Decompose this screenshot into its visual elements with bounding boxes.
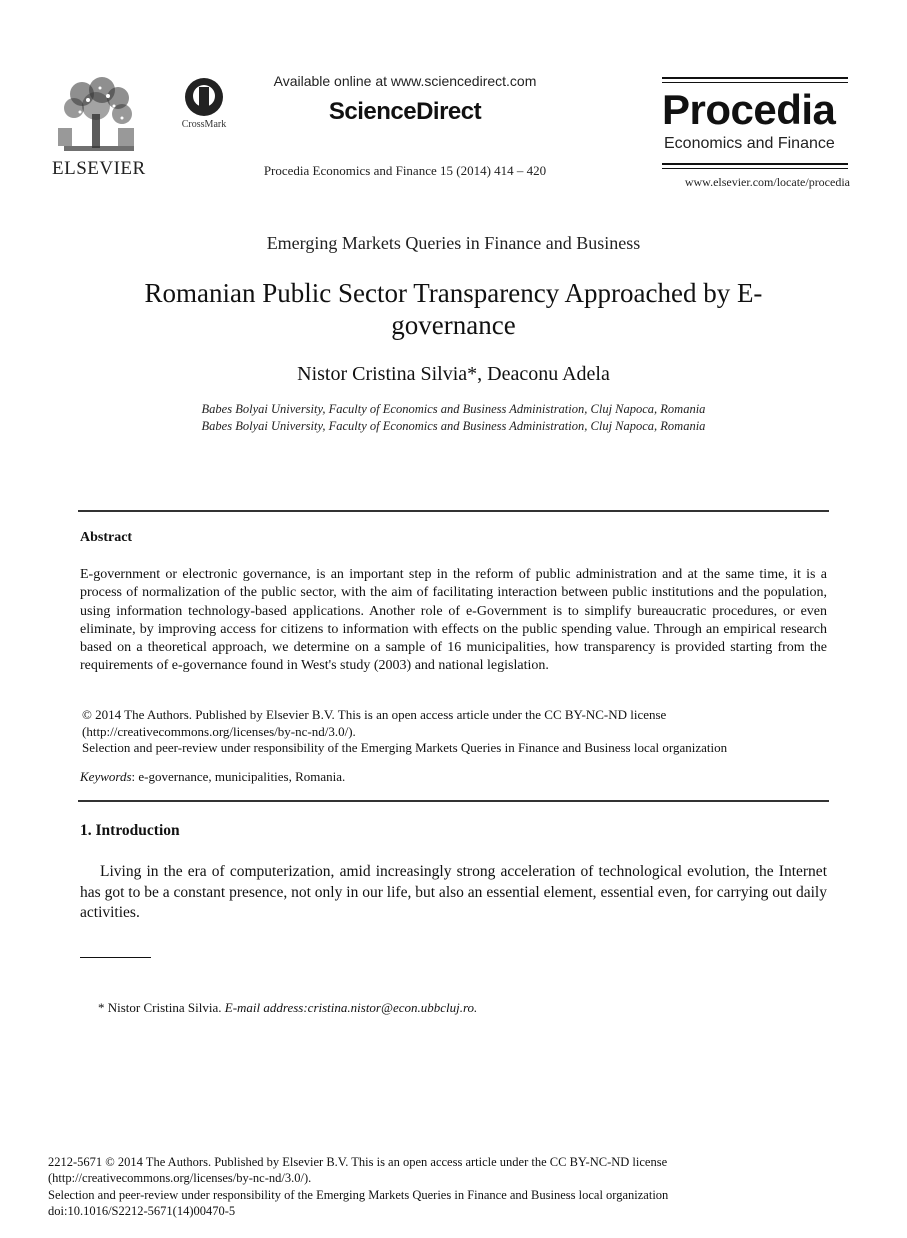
footer-peer-review-line: Selection and peer-review under responsibility of the Emerging Markets Queries in Finance and Business local organization	[48, 1187, 669, 1202]
footer-doi[interactable]: doi:10.1016/S2212-5671(14)00470-5	[48, 1203, 236, 1218]
procedia-journal-title: Procedia	[662, 86, 836, 133]
footer-issn-line: 2212-5671 © 2014 The Authors. Published by Elsevier B.V. This is an open access article under the CC BY-NC-ND license	[48, 1155, 668, 1169]
conference-name: Emerging Markets Queries in Finance and Business	[266, 233, 641, 253]
affiliation: Babes Bolyai University, Faculty of Economics and Business Administration, Cluj Napoca, Romania	[201, 419, 706, 433]
page-footer	[48, 1154, 848, 1219]
section-divider	[78, 510, 829, 512]
procedia-rule	[662, 77, 848, 79]
paper-title: Romanian Public Sector Transparency Approached by E-governance	[144, 278, 763, 340]
introduction-heading: 1. Introduction	[80, 822, 180, 839]
license-link[interactable]: (http://creativecommons.org/licenses/by-nc-nd/3.0/).	[82, 723, 356, 739]
affiliation: Babes Bolyai University, Faculty of Economics and Business Administration, Cluj Napoca, Romania	[201, 402, 706, 416]
procedia-journal-subtitle: Economics and Finance	[664, 135, 835, 152]
section-divider	[78, 800, 829, 802]
footnote-divider	[80, 957, 151, 958]
introduction-body: Living in the era of computerization, amid increasingly strong acceleration of technological evolution, the Internet has got to be a constant presence, not only in our life, but also an essential element, essential even, for carrying out daily activities.	[80, 863, 827, 921]
footnote-author: * Nistor Cristina Silvia.	[98, 1000, 225, 1015]
procedia-rule	[662, 82, 848, 83]
available-online-text: Available online at www.sciencedirect.com	[273, 73, 537, 89]
elsevier-wordmark: ELSEVIER	[52, 158, 146, 179]
procedia-url-link[interactable]: www.elsevier.com/locate/procedia	[684, 175, 850, 189]
copyright-notice	[82, 707, 827, 757]
crossmark-label: CrossMark	[181, 119, 227, 130]
keywords-label: Keywords	[80, 769, 132, 784]
footer-license-link[interactable]: (http://creativecommons.org/licenses/by-nc-nd/3.0/).	[48, 1171, 312, 1186]
procedia-rule	[662, 163, 848, 165]
procedia-rule	[662, 168, 848, 169]
elsevier-tree-logo	[52, 76, 144, 158]
abstract-heading: Abstract	[80, 530, 133, 545]
footnote-email[interactable]: E-mail address:cristina.nistor@econ.ubbcluj.ro.	[224, 1000, 478, 1015]
keywords-line	[80, 769, 345, 785]
peer-review-line: Selection and peer-review under responsibility of the Emerging Markets Queries in Finance and Business local organization	[82, 740, 728, 755]
crossmark-icon[interactable]	[180, 76, 228, 118]
sciencedirect-brand: ScienceDirect	[328, 98, 482, 125]
keywords-values: e-governance, municipalities, Romania.	[138, 769, 346, 784]
corresponding-author-footnote	[98, 1000, 477, 1016]
author-list: Nistor Cristina Silvia*, Deaconu Adela	[297, 363, 610, 385]
abstract-body: E-government or electronic governance, is an important step in the reform of public administration and at the same time, it is a process of normalization of the public sector, with the aim of facilitating interaction between public institutions and the population, using information technology-based applications. Another role of e-Government is to simplify bureaucratic procedures, or even eliminate, by improving access for citizens to information with effects on the public spending value. Through an empirical research based on a theoretical approach, we determine on a sample of 16 municipalities, how transparency is provided starting from the requirements of e-governance found in West's study (2003) and national legislation.	[80, 567, 827, 674]
journal-reference: Procedia Economics and Finance 15 (2014) 414 – 420	[263, 163, 547, 178]
copyright-line: © 2014 The Authors. Published by Elsevier B.V. This is an open access article under the CC BY-NC-ND license	[82, 707, 667, 722]
keywords-separator: :	[131, 769, 139, 784]
